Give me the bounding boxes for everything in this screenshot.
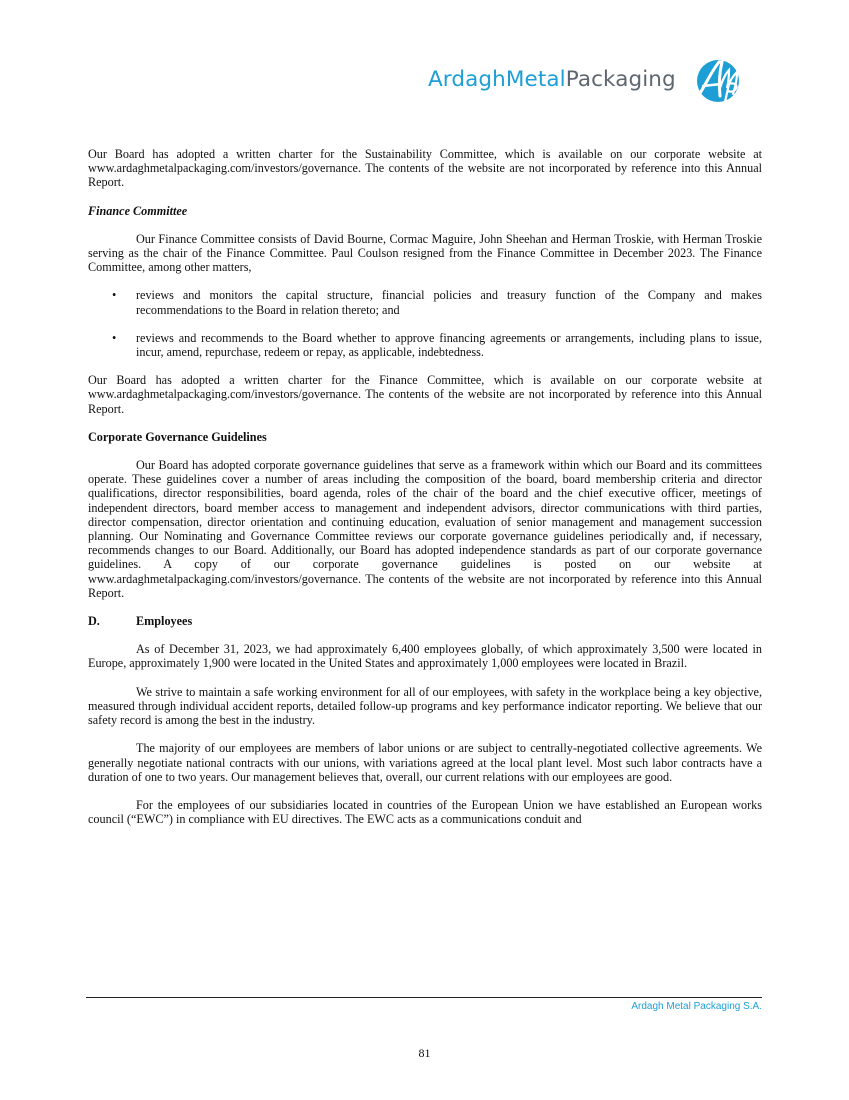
bullet-icon: • xyxy=(112,330,117,345)
list-item xyxy=(88,331,762,359)
list-item-text: reviews and recommends to the Board whether to approve financing agreements or arrangements, including plans to issue, incur, amend, repurchase, redeem or repay, as applicable, indebtedness. xyxy=(136,330,762,360)
logo-word-ardagh: Ardagh xyxy=(428,67,506,92)
employees-ewc-paragraph: For the employees of our subsidiaries located in countries of the European Union we have established an European works council (“EWC”) in compliance with EU directives. The EWC acts as a communications conduit and xyxy=(88,797,762,827)
section-letter: D. xyxy=(88,614,100,629)
sustainability-charter-paragraph: Our Board has adopted a written charter for the Sustainability Committee, which is available on our corporate website at www.ardaghmetalpackaging.com/investors/governance. The contents of the website are not incorporated by reference into this Annual Report. xyxy=(88,147,762,190)
logo-wordmark xyxy=(428,67,676,92)
corporate-governance-paragraph: Our Board has adopted corporate governance guidelines that serve as a framework within which our Board and its committees operate. These guidelines cover a number of areas including the composition of the board, board membership criteria and director qualifications, director responsibilities, board agenda, roles of the chair of the board and the chief executive officer, meetings of independent directors, board member access to management and independent advisors, director communications with third parties, director compensation, director orientation and continuing education, evaluation of senior management and management succession planning. Our Nominating and Governance Committee reviews our corporate governance guidelines periodically and, if necessary, recommends changes to our Board. Additionally, our Board has adopted independence standards as part of our corporate governance guidelines. A copy of our corporate governance guidelines is posted on our website at www.ardaghmetalpackaging.com/investors/governance. The contents of the website are not incorporated by reference into this Annual Report. xyxy=(88,458,762,600)
company-logo xyxy=(428,58,748,102)
finance-committee-heading: Finance Committee xyxy=(88,203,188,218)
bullet-icon: • xyxy=(112,288,117,303)
employees-heading xyxy=(88,614,762,628)
document-body xyxy=(88,147,762,826)
employees-safety-paragraph: We strive to maintain a safe working environment for all of our employees, with safety in the workplace being a key objective, measured through individual accident reports, detailed follow-up programs and key performance indicator reporting. We believe that our safety record is among the best in the industry. xyxy=(88,684,762,728)
finance-duties-list xyxy=(88,288,762,359)
corporate-governance-heading: Corporate Governance Guidelines xyxy=(88,429,267,444)
list-item xyxy=(88,288,762,316)
finance-charter-paragraph: Our Board has adopted a written charter for the Finance Committee, which is available on our corporate website at www.ardaghmetalpackaging.com/investors/governance. The contents of the website are not incorporated by reference into this Annual Report. xyxy=(88,373,762,416)
list-item-text: reviews and monitors the capital structure, financial policies and treasury function of the Company and makes recommendations to the Board in relation thereto; and xyxy=(136,288,762,317)
section-title: Employees xyxy=(136,614,193,629)
finance-committee-paragraph: Our Finance Committee consists of David Bourne, Cormac Maguire, John Sheehan and Herman Troskie, with Herman Troskie serving as the chair of the Finance Committee. Paul Coulson resigned from the Finance Committee in December 2023. The Finance Committee, among other matters, xyxy=(88,231,762,275)
footer-divider xyxy=(86,997,762,998)
amp-logo-icon xyxy=(689,58,743,104)
page-number: 81 xyxy=(418,1046,431,1060)
logo-word-packaging: Packaging xyxy=(565,67,676,92)
logo-word-metal: Metal xyxy=(505,67,566,92)
employees-unions-paragraph: The majority of our employees are members of labor unions or are subject to centrally-negotiated collective agreements. We generally negotiate national contracts with our unions, with variations agreed at the local plant level. Most such labor contracts have a duration of one to two years. Our management believes that, overall, our current relations with our employees are good. xyxy=(88,741,762,784)
employees-count-paragraph: As of December 31, 2023, we had approximately 6,400 employees globally, of which approximately 3,500 were located in Europe, approximately 1,900 were located in the United States and approximately 1,000 employees were located in Brazil. xyxy=(88,642,762,671)
footer-company-name: Ardagh Metal Packaging S.A. xyxy=(631,1001,762,1012)
